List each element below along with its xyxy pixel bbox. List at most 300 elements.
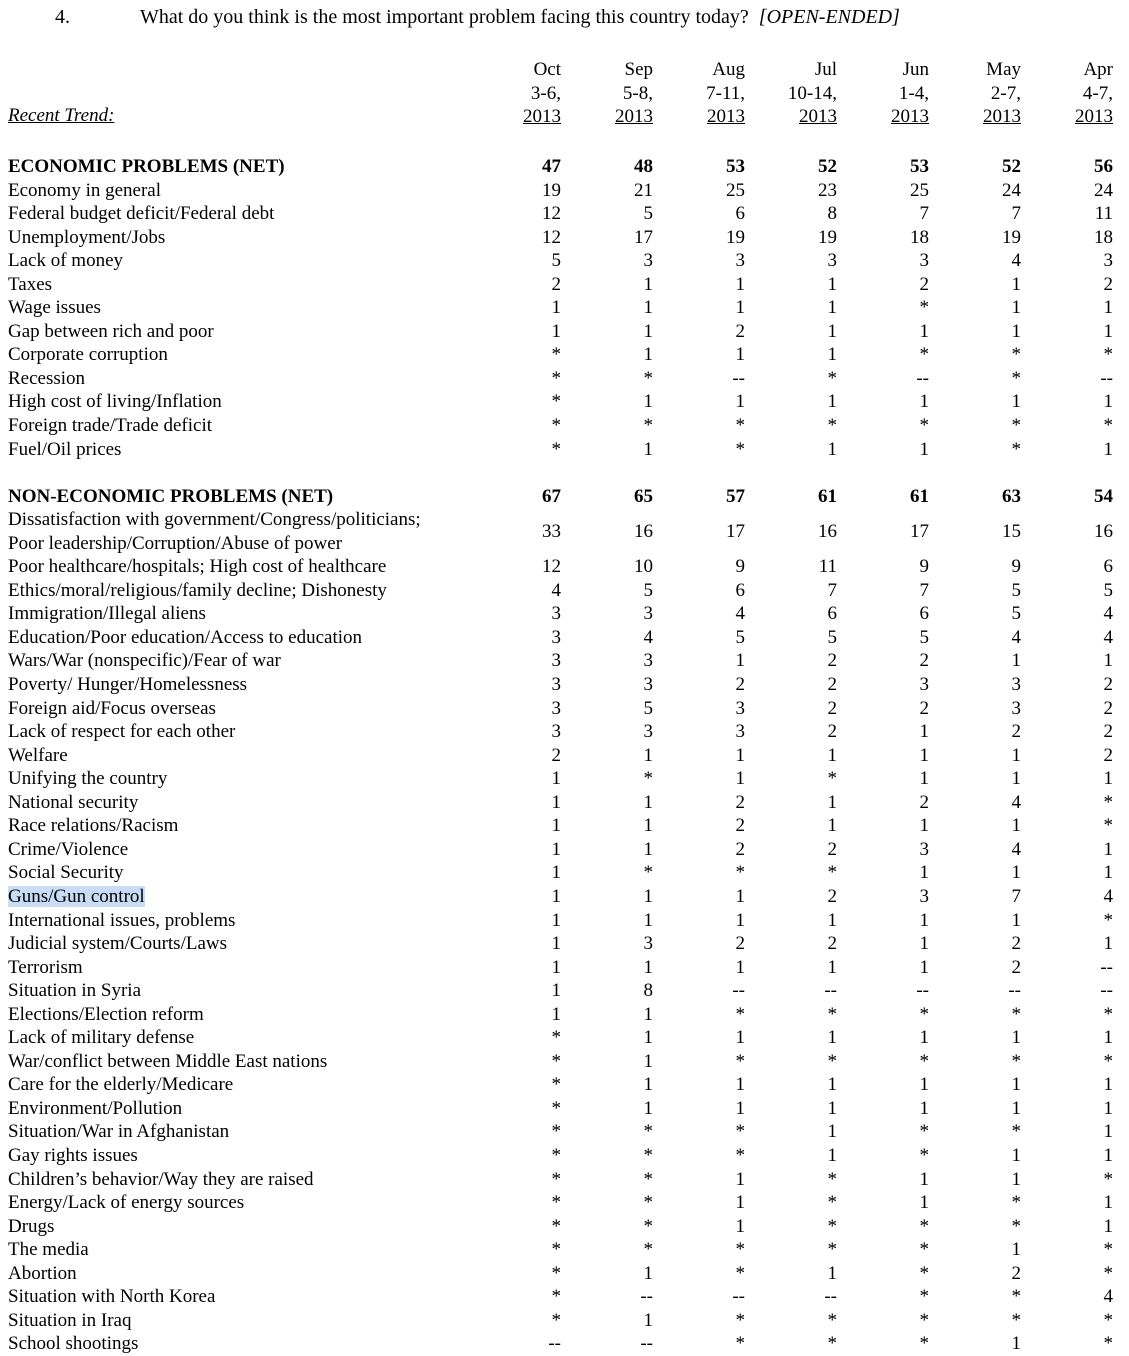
cell-apr: 2: [1103, 674, 1113, 696]
cell-jun: *: [919, 1144, 929, 1166]
cell-apr: *: [1103, 1050, 1113, 1072]
cell-may: *: [1011, 438, 1021, 460]
cell-sep: 1: [643, 956, 653, 978]
cell-apr: 4: [1103, 885, 1113, 907]
section-spacer: [0, 461, 1129, 485]
cell-jul: 2: [827, 650, 837, 672]
table-row: [0, 697, 1129, 721]
cell-may: 7: [1011, 885, 1021, 907]
cell-jun: 3: [919, 674, 929, 696]
cell-oct: *: [551, 1050, 561, 1072]
cell-oct: 1: [551, 815, 561, 837]
cell-aug: 1: [735, 909, 745, 931]
row-label-text: Judicial system/Courts/Laws: [8, 933, 228, 955]
cell-aug: *: [735, 1144, 745, 1166]
net-row: [0, 155, 1129, 179]
row-label-text: National security: [8, 791, 139, 813]
column-header-apr: [1043, 58, 1113, 129]
cell-aug: 6: [735, 579, 745, 601]
cell-may: 4: [1011, 838, 1021, 860]
row-label: [8, 1332, 138, 1356]
cell-jul: *: [827, 1003, 837, 1025]
cell-sep: 48: [634, 156, 653, 177]
table-row: [0, 861, 1129, 885]
row-label-text: Immigration/Illegal aliens: [8, 603, 206, 625]
cell-aug: 25: [726, 179, 745, 201]
cell-sep: 5: [643, 579, 653, 601]
cell-oct: 67: [542, 485, 561, 507]
cell-apr: 1: [1103, 1215, 1113, 1237]
cell-oct: 4: [551, 579, 561, 601]
table-row: [0, 885, 1129, 909]
cell-oct: *: [551, 1192, 561, 1214]
cell-aug: 1: [735, 650, 745, 672]
cell-jun: *: [919, 1121, 929, 1143]
cell-sep: 1: [643, 885, 653, 907]
cell-oct: 3: [551, 697, 561, 719]
cell-jul: 23: [818, 179, 837, 201]
cell-jun: 3: [919, 838, 929, 860]
row-label: [8, 414, 212, 438]
table-row: [0, 249, 1129, 273]
cell-jun: 1: [919, 1097, 929, 1119]
table-row: [0, 226, 1129, 250]
column-header-month: Oct: [533, 59, 561, 80]
column-header-year: 2013: [615, 106, 653, 127]
column-header-year: 2013: [707, 106, 745, 127]
row-label: [8, 1144, 138, 1168]
cell-apr: 1: [1103, 838, 1113, 860]
cell-jul: 1: [827, 1027, 837, 1049]
cell-aug: 5: [735, 626, 745, 648]
row-label-text: Situation in Iraq: [8, 1309, 132, 1331]
row-label: [8, 1309, 131, 1333]
cell-aug: 2: [735, 674, 745, 696]
cell-aug: 3: [735, 721, 745, 743]
cell-apr: 24: [1094, 179, 1113, 201]
table-row: [0, 649, 1129, 673]
column-header-month: Jun: [902, 59, 929, 80]
cell-apr: 2: [1103, 721, 1113, 743]
cell-oct: *: [551, 415, 561, 437]
cell-sep: 8: [643, 980, 653, 1002]
cell-may: 4: [1011, 791, 1021, 813]
row-label: [8, 838, 128, 862]
row-label: [8, 1097, 182, 1121]
row-label: [8, 390, 222, 414]
table-row: [0, 1215, 1129, 1239]
row-label: [8, 485, 333, 509]
cell-may: *: [1011, 1192, 1021, 1214]
cell-may: 15: [1002, 521, 1021, 543]
cell-sep: 3: [643, 674, 653, 696]
table-row: [0, 1026, 1129, 1050]
cell-jun: *: [919, 1003, 929, 1025]
cell-jun: --: [916, 367, 929, 389]
table-row: [0, 1168, 1129, 1192]
cell-jul: 8: [827, 203, 837, 225]
cell-aug: 1: [735, 297, 745, 319]
row-label-text: Foreign trade/Trade deficit: [8, 415, 213, 437]
cell-aug: 2: [735, 815, 745, 837]
cell-jul: 2: [827, 838, 837, 860]
table-row: [0, 1050, 1129, 1074]
cell-may: 4: [1011, 250, 1021, 272]
cell-sep: *: [643, 1239, 653, 1261]
cell-jun: 53: [910, 156, 929, 177]
cell-jun: 2: [919, 650, 929, 672]
cell-aug: *: [735, 1239, 745, 1261]
cell-oct: 12: [542, 556, 561, 578]
cell-sep: 5: [643, 697, 653, 719]
row-label-text: Ethics/moral/religious/family decline; Dishonesty: [8, 579, 387, 601]
cell-sep: 1: [643, 744, 653, 766]
cell-apr: --: [1100, 980, 1113, 1002]
cell-oct: 3: [551, 626, 561, 648]
row-label: [8, 367, 85, 391]
table-row: [0, 579, 1129, 603]
table-row: [0, 1191, 1129, 1215]
cell-oct: *: [551, 1121, 561, 1143]
cell-jun: 1: [919, 320, 929, 342]
cell-sep: 1: [643, 1074, 653, 1096]
question-text: [140, 6, 900, 29]
cell-jul: *: [827, 1050, 837, 1072]
cell-aug: *: [735, 862, 745, 884]
column-header-days: 2-7,: [990, 82, 1021, 104]
row-label: [8, 249, 123, 273]
row-label: [8, 320, 214, 344]
cell-apr: 4: [1103, 626, 1113, 648]
cell-may: 2: [1011, 933, 1021, 955]
cell-may: 9: [1011, 556, 1021, 578]
table-row: [0, 791, 1129, 815]
cell-may: 2: [1011, 721, 1021, 743]
cell-jul: 1: [827, 744, 837, 766]
cell-aug: 1: [735, 1192, 745, 1214]
row-label-text: Situation with North Korea: [8, 1286, 216, 1308]
cell-jul: *: [827, 862, 837, 884]
recent-trend-label: Recent Trend:: [8, 105, 115, 126]
cell-aug: 1: [735, 956, 745, 978]
row-label-text: Welfare: [8, 744, 68, 766]
cell-sep: 3: [643, 603, 653, 625]
cell-sep: *: [643, 415, 653, 437]
cell-oct: 2: [551, 273, 561, 295]
cell-may: 1: [1011, 1239, 1021, 1261]
cell-may: 1: [1011, 320, 1021, 342]
cell-sep: 4: [643, 626, 653, 648]
column-header-year: 2013: [799, 106, 837, 127]
cell-apr: 1: [1103, 1097, 1113, 1119]
cell-apr: *: [1103, 344, 1113, 366]
cell-may: 1: [1011, 909, 1021, 931]
cell-jul: 1: [827, 1121, 837, 1143]
cell-jun: *: [919, 297, 929, 319]
cell-apr: 1: [1103, 438, 1113, 460]
cell-jul: *: [827, 1333, 837, 1355]
row-label: [8, 1262, 77, 1286]
cell-sep: 1: [643, 297, 653, 319]
cell-apr: 4: [1103, 1286, 1113, 1308]
table-row: [0, 1144, 1129, 1168]
cell-apr: *: [1103, 1333, 1113, 1355]
cell-may: 1: [1011, 1027, 1021, 1049]
cell-jun: 1: [919, 862, 929, 884]
row-label: [8, 155, 285, 179]
row-label: [8, 1168, 314, 1192]
row-label: [8, 861, 124, 885]
cell-oct: *: [551, 367, 561, 389]
cell-oct: *: [551, 1286, 561, 1308]
cell-apr: 1: [1103, 297, 1113, 319]
row-label: [8, 767, 167, 791]
cell-aug: *: [735, 1050, 745, 1072]
cell-sep: 1: [643, 438, 653, 460]
cell-jul: --: [824, 1286, 837, 1308]
cell-oct: 1: [551, 956, 561, 978]
cell-jun: 61: [910, 485, 929, 507]
row-label: [8, 814, 178, 838]
row-label-text: Lack of military defense: [8, 1027, 195, 1049]
cell-aug: 2: [735, 791, 745, 813]
column-header-year: 2013: [1075, 106, 1113, 127]
row-label-text: Care for the elderly/Medicare: [8, 1074, 234, 1096]
cell-jul: 2: [827, 697, 837, 719]
column-header-oct: [491, 58, 561, 129]
cell-jul: 1: [827, 344, 837, 366]
row-label: [8, 932, 227, 956]
cell-aug: *: [735, 1333, 745, 1355]
cell-aug: 53: [726, 156, 745, 177]
cell-oct: 1: [551, 838, 561, 860]
cell-may: 1: [1011, 1168, 1021, 1190]
cell-jul: 1: [827, 1144, 837, 1166]
cell-oct: 19: [542, 179, 561, 201]
table-row: [0, 273, 1129, 297]
cell-jun: 18: [910, 226, 929, 248]
column-header-may: [951, 58, 1021, 129]
cell-jul: 1: [827, 320, 837, 342]
cell-oct: 1: [551, 791, 561, 813]
column-header-days: 1-4,: [898, 82, 929, 104]
cell-oct: 1: [551, 909, 561, 931]
row-label: [8, 202, 274, 226]
row-label-text: Unifying the country: [8, 768, 168, 790]
cell-apr: 56: [1094, 156, 1113, 177]
row-label-text: School shootings: [8, 1333, 139, 1355]
cell-may: 7: [1011, 203, 1021, 225]
cell-aug: --: [732, 367, 745, 389]
cell-may: 1: [1011, 297, 1021, 319]
cell-may: *: [1011, 1215, 1021, 1237]
cell-apr: *: [1103, 415, 1113, 437]
cell-sep: 1: [643, 1097, 653, 1119]
row-label: [8, 343, 168, 367]
row-label: [8, 720, 235, 744]
cell-jun: *: [919, 344, 929, 366]
cell-jun: 1: [919, 1192, 929, 1214]
table-row: [0, 1238, 1129, 1262]
cell-may: 1: [1011, 650, 1021, 672]
column-header-days: 3-6,: [530, 82, 561, 104]
cell-may: 1: [1011, 768, 1021, 790]
cell-sep: 3: [643, 721, 653, 743]
cell-jul: 1: [827, 297, 837, 319]
cell-jun: 2: [919, 791, 929, 813]
table-row: [0, 909, 1129, 933]
cell-apr: 4: [1103, 603, 1113, 625]
row-label-text: War/conflict between Middle East nations: [8, 1050, 328, 1072]
row-label: [8, 1050, 327, 1074]
cell-apr: --: [1100, 956, 1113, 978]
cell-sep: 3: [643, 250, 653, 272]
row-label-text: Elections/Election reform: [8, 1003, 204, 1025]
row-label-text: Drugs: [8, 1215, 55, 1237]
cell-aug: 19: [726, 226, 745, 248]
cell-oct: *: [551, 391, 561, 413]
trend-table: [0, 155, 1129, 1356]
cell-may: *: [1011, 1121, 1021, 1143]
cell-apr: 16: [1094, 521, 1113, 543]
cell-aug: 1: [735, 1168, 745, 1190]
table-row: [0, 602, 1129, 626]
cell-oct: 3: [551, 650, 561, 672]
cell-apr: 6: [1103, 556, 1113, 578]
cell-jun: 1: [919, 909, 929, 931]
cell-sep: *: [643, 1168, 653, 1190]
cell-sep: 5: [643, 203, 653, 225]
cell-may: 5: [1011, 603, 1021, 625]
row-label-text: Gap between rich and poor: [8, 320, 214, 342]
row-label-text: ECONOMIC PROBLEMS (NET): [8, 156, 285, 177]
table-row: [0, 956, 1129, 980]
row-label-text: Lack of respect for each other: [8, 721, 236, 743]
table-row: [0, 343, 1129, 367]
cell-jul: 5: [827, 626, 837, 648]
cell-jun: *: [919, 1215, 929, 1237]
cell-jun: *: [919, 415, 929, 437]
table-row: [0, 814, 1129, 838]
table-row: [0, 390, 1129, 414]
cell-sep: 65: [634, 485, 653, 507]
row-label: [8, 179, 161, 203]
cell-jul: 52: [818, 156, 837, 177]
row-label: [8, 508, 421, 555]
table-row: [0, 1097, 1129, 1121]
cell-sep: 1: [643, 320, 653, 342]
question-tag: [OPEN-ENDED]: [758, 6, 900, 28]
table-row: [0, 1073, 1129, 1097]
cell-sep: 1: [643, 815, 653, 837]
cell-jul: 2: [827, 885, 837, 907]
cell-oct: 5: [551, 250, 561, 272]
row-label-text: Wars/War (nonspecific)/Fear of war: [8, 650, 281, 672]
cell-sep: 3: [643, 650, 653, 672]
cell-oct: *: [551, 1215, 561, 1237]
row-label-text: International issues, problems: [8, 909, 236, 931]
cell-jun: 17: [910, 521, 929, 543]
cell-sep: 1: [643, 344, 653, 366]
table-row: [0, 438, 1129, 462]
cell-may: *: [1011, 344, 1021, 366]
table-row: [0, 414, 1129, 438]
cell-may: *: [1011, 367, 1021, 389]
cell-oct: *: [551, 438, 561, 460]
row-label: [8, 555, 386, 579]
column-header-month: Aug: [712, 59, 745, 80]
row-label-text: Fuel/Oil prices: [8, 438, 122, 460]
cell-apr: 2: [1103, 697, 1113, 719]
cell-jun: 7: [919, 203, 929, 225]
table-row: [0, 202, 1129, 226]
cell-may: 24: [1002, 179, 1021, 201]
cell-may: --: [1008, 980, 1021, 1002]
cell-sep: 1: [643, 1262, 653, 1284]
cell-sep: 1: [643, 909, 653, 931]
cell-apr: 1: [1103, 862, 1113, 884]
table-row: [0, 296, 1129, 320]
cell-apr: 1: [1103, 1027, 1113, 1049]
cell-apr: *: [1103, 909, 1113, 931]
cell-may: 1: [1011, 1144, 1021, 1166]
cell-jun: 1: [919, 438, 929, 460]
cell-jul: 1: [827, 273, 837, 295]
cell-aug: *: [735, 1121, 745, 1143]
cell-may: 1: [1011, 1333, 1021, 1355]
cell-aug: *: [735, 438, 745, 460]
cell-oct: 1: [551, 980, 561, 1002]
cell-jun: 3: [919, 885, 929, 907]
cell-may: 2: [1011, 1262, 1021, 1284]
cell-jun: 2: [919, 697, 929, 719]
cell-may: 1: [1011, 273, 1021, 295]
row-label: [8, 697, 216, 721]
cell-oct: 1: [551, 768, 561, 790]
question-number: 4.: [55, 6, 70, 28]
cell-jun: 1: [919, 1074, 929, 1096]
cell-sep: 1: [643, 391, 653, 413]
cell-jun: 1: [919, 391, 929, 413]
cell-may: 1: [1011, 815, 1021, 837]
cell-sep: 1: [643, 273, 653, 295]
column-header-days: 7-11,: [706, 82, 745, 104]
row-label: [8, 744, 68, 768]
cell-aug: 17: [726, 521, 745, 543]
cell-aug: *: [735, 415, 745, 437]
cell-sep: 16: [634, 521, 653, 543]
row-label-text: Wage issues: [8, 297, 101, 319]
table-row: [0, 1285, 1129, 1309]
cell-aug: --: [732, 980, 745, 1002]
table-row: [0, 626, 1129, 650]
cell-oct: --: [548, 1333, 561, 1355]
cell-may: 52: [1002, 156, 1021, 177]
row-label: [8, 438, 121, 462]
cell-jul: 1: [827, 438, 837, 460]
cell-sep: 10: [634, 556, 653, 578]
row-label-text: Federal budget deficit/Federal debt: [8, 203, 275, 225]
cell-sep: 17: [634, 226, 653, 248]
cell-may: 1: [1011, 744, 1021, 766]
cell-apr: --: [1100, 367, 1113, 389]
cell-aug: 9: [735, 556, 745, 578]
row-label-text: Recession: [8, 367, 86, 389]
cell-apr: 1: [1103, 1192, 1113, 1214]
cell-jun: 5: [919, 626, 929, 648]
cell-jul: *: [827, 1215, 837, 1237]
cell-aug: 1: [735, 391, 745, 413]
